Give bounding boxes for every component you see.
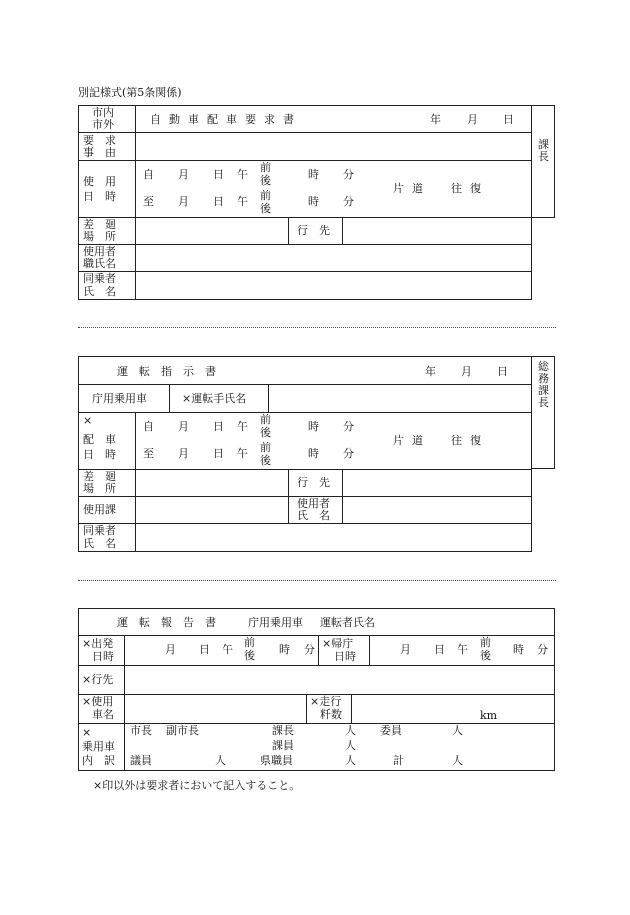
request-title-row bbox=[78, 105, 532, 133]
usecar-label-1: ×使用 bbox=[82, 695, 114, 708]
area-shinai: 市内 bbox=[92, 106, 114, 119]
passenger-label-2: 氏 名 bbox=[83, 285, 116, 298]
depart-minute: 分 bbox=[304, 643, 315, 656]
return-label-2: 日時 bbox=[334, 650, 356, 663]
user-label-2: 職氏名 bbox=[83, 257, 116, 270]
somu-3: 課 bbox=[538, 384, 549, 397]
to-minute: 分 bbox=[343, 195, 354, 208]
separator-line-2 bbox=[78, 580, 556, 581]
inst-from-ato: 後 bbox=[260, 426, 271, 439]
depart-label-1: ×出発 bbox=[82, 637, 114, 650]
instruction-passenger-row bbox=[78, 523, 532, 552]
instruction-title: 運 転 指 示 書 bbox=[117, 365, 216, 378]
return-minute: 分 bbox=[537, 643, 548, 656]
use-label-1: 使 用 bbox=[83, 175, 116, 188]
from-month: 月 bbox=[178, 168, 189, 181]
return-ato: 後 bbox=[480, 649, 491, 662]
from-zen: 前 bbox=[260, 161, 271, 174]
somu-1: 総 bbox=[538, 360, 549, 373]
depart-go: 午 bbox=[222, 643, 233, 656]
request-passenger-row bbox=[78, 271, 532, 300]
kain-count-unit: 人 bbox=[345, 739, 356, 752]
inst-user-label-2: 氏 名 bbox=[297, 509, 330, 522]
request-user-row bbox=[78, 244, 532, 272]
inst-from-month: 月 bbox=[178, 420, 189, 433]
report-title: 運 転 報 告 書 bbox=[117, 616, 216, 629]
breakdown-label-1: 乗用車 bbox=[82, 740, 115, 753]
inst-to-minute: 分 bbox=[343, 447, 354, 460]
km-unit: km bbox=[480, 709, 498, 722]
vice-mayor-label: 副市長 bbox=[166, 724, 199, 737]
to-month: 月 bbox=[178, 195, 189, 208]
inst-katamichi-option: 片道 bbox=[393, 434, 431, 447]
passenger-label-1: 同乗者 bbox=[83, 272, 116, 285]
inst-to-zen: 前 bbox=[260, 441, 271, 454]
inst-from-minute: 分 bbox=[343, 420, 354, 433]
form-heading: 別記様式(第5条関係) bbox=[78, 86, 182, 99]
instruction-day: 日 bbox=[497, 365, 508, 378]
inst-place-label-1: 差 廻 bbox=[83, 470, 116, 483]
footnote: ×印以外は要求者において記入すること。 bbox=[93, 779, 301, 792]
return-go: 午 bbox=[457, 643, 468, 656]
inst-to-hour: 時 bbox=[308, 447, 319, 460]
request-title: 自動車配車要求書 bbox=[150, 113, 302, 126]
kain-label: 課員 bbox=[272, 739, 294, 752]
mayor-label: 市長 bbox=[130, 724, 152, 737]
inst-to-month: 月 bbox=[178, 447, 189, 460]
total-count-unit: 人 bbox=[452, 754, 463, 767]
iin-count-unit: 人 bbox=[452, 724, 463, 737]
instruction-month: 月 bbox=[461, 365, 472, 378]
request-month: 月 bbox=[467, 113, 478, 126]
user-label-1: 使用者 bbox=[83, 245, 116, 258]
from-ato: 後 bbox=[260, 174, 271, 187]
depart-hour: 時 bbox=[279, 643, 290, 656]
dispatch-label-1: 配 車 bbox=[83, 433, 116, 446]
from-minute: 分 bbox=[343, 168, 354, 181]
to-hour: 時 bbox=[308, 195, 319, 208]
request-reason-row bbox=[78, 132, 532, 161]
to-zen: 前 bbox=[260, 189, 271, 202]
depart-zen: 前 bbox=[244, 636, 255, 649]
kacho-label: 課長 bbox=[272, 724, 294, 737]
giin-label: 議員 bbox=[130, 754, 152, 767]
to-go: 午 bbox=[237, 195, 248, 208]
inst-place-label-2: 場 所 bbox=[83, 482, 116, 495]
to-ato: 後 bbox=[260, 202, 271, 215]
return-hour: 時 bbox=[513, 643, 524, 656]
to-day: 日 bbox=[213, 195, 224, 208]
depart-ato: 後 bbox=[244, 649, 255, 662]
instruction-driver-label: ×運転手氏名 bbox=[182, 392, 247, 405]
inst-ofuku-option: 往復 bbox=[451, 434, 489, 447]
inst-dept-label: 使用課 bbox=[83, 503, 116, 516]
report-driver-label: 運転者氏名 bbox=[320, 616, 375, 629]
from-hour: 時 bbox=[308, 168, 319, 181]
from-day: 日 bbox=[213, 168, 224, 181]
inst-dest-label: 行 先 bbox=[297, 476, 330, 489]
depart-month: 月 bbox=[165, 643, 176, 656]
inst-from-zen: 前 bbox=[260, 413, 271, 426]
depart-label-2: 日時 bbox=[92, 650, 114, 663]
reason-label-1: 要 求 bbox=[83, 134, 116, 147]
somu-2: 務 bbox=[538, 372, 549, 385]
breakdown-label-2: 内 訳 bbox=[82, 754, 115, 767]
return-month: 月 bbox=[400, 643, 411, 656]
kenshoku-count-unit: 人 bbox=[345, 754, 356, 767]
return-zen: 前 bbox=[480, 636, 491, 649]
separator-line-1 bbox=[78, 327, 556, 328]
inst-passenger-label-2: 氏 名 bbox=[83, 537, 116, 550]
inst-from-label: 自 bbox=[143, 420, 154, 433]
place-label-2: 場 所 bbox=[83, 230, 116, 243]
dest-label: 行 先 bbox=[297, 224, 330, 237]
kenshoku-label: 県職員 bbox=[260, 754, 293, 767]
inst-passenger-label-1: 同乗者 bbox=[83, 524, 116, 537]
area-shigai: 市外 bbox=[92, 118, 114, 131]
inst-from-go: 午 bbox=[237, 420, 248, 433]
from-label: 自 bbox=[143, 168, 154, 181]
usecar-label-2: 車名 bbox=[92, 708, 114, 721]
instruction-car-label: 庁用乗用車 bbox=[92, 392, 147, 405]
inst-to-label: 至 bbox=[143, 447, 154, 460]
report-car-label: 庁用乗用車 bbox=[248, 616, 303, 629]
reason-label-2: 事 由 bbox=[83, 146, 116, 159]
inst-from-hour: 時 bbox=[308, 420, 319, 433]
request-day: 日 bbox=[503, 113, 514, 126]
from-go: 午 bbox=[237, 168, 248, 181]
dispatch-label-2: 日 時 bbox=[83, 448, 116, 461]
inst-from-day: 日 bbox=[213, 420, 224, 433]
request-datetime-label-cell bbox=[78, 160, 136, 218]
request-kacho-1: 課 bbox=[538, 138, 549, 151]
request-year: 年 bbox=[430, 113, 441, 126]
km-label-1: ×走行 bbox=[310, 695, 342, 708]
km-label-2: 粁数 bbox=[320, 708, 342, 721]
request-kacho-2: 長 bbox=[538, 150, 549, 163]
ofuku-option: 往復 bbox=[451, 182, 489, 195]
report-dest-label: ×行先 bbox=[82, 673, 114, 686]
kacho-count-unit: 人 bbox=[345, 724, 356, 737]
somu-4: 長 bbox=[538, 396, 549, 409]
katamichi-option: 片道 bbox=[393, 182, 431, 195]
use-label-2: 日 時 bbox=[83, 190, 116, 203]
inst-to-ato: 後 bbox=[260, 454, 271, 467]
depart-day: 日 bbox=[199, 643, 210, 656]
place-label-1: 差 廻 bbox=[83, 218, 116, 231]
inst-to-day: 日 bbox=[213, 447, 224, 460]
inst-user-label-1: 使用者 bbox=[297, 497, 330, 510]
to-label: 至 bbox=[143, 195, 154, 208]
report-dest-row bbox=[78, 665, 555, 695]
iin-label: 委員 bbox=[380, 724, 402, 737]
giin-count-unit: 人 bbox=[215, 754, 226, 767]
return-label-1: ×帰庁 bbox=[322, 637, 354, 650]
dispatch-x-mark: × bbox=[83, 414, 93, 427]
return-day: 日 bbox=[434, 643, 445, 656]
instruction-year: 年 bbox=[425, 365, 436, 378]
breakdown-x-mark: × bbox=[82, 726, 92, 739]
inst-to-go: 午 bbox=[237, 447, 248, 460]
total-label: 計 bbox=[393, 754, 404, 767]
